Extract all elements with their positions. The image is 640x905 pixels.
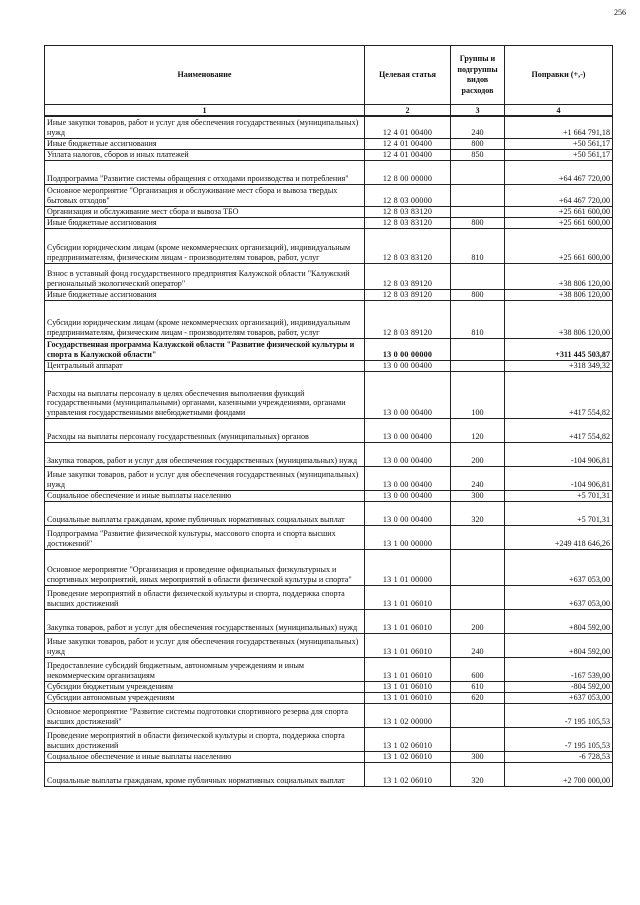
header-target-article: Целевая статья bbox=[365, 46, 451, 105]
column-index: 1 bbox=[45, 105, 365, 117]
row-target-article-cell: 13 1 02 06010 bbox=[365, 751, 451, 762]
column-index: 3 bbox=[451, 105, 505, 117]
budget-amendments-table bbox=[44, 45, 613, 787]
table-row bbox=[45, 371, 613, 418]
row-target-article-cell: 12 8 00 00000 bbox=[365, 160, 451, 184]
row-expense-type-cell: 240 bbox=[451, 466, 505, 490]
row-target-article-cell: 12 8 03 83120 bbox=[365, 217, 451, 228]
row-target-article-cell: 13 0 00 00400 bbox=[365, 418, 451, 442]
row-name-cell: Социальное обеспечение и иные выплаты населению bbox=[45, 490, 365, 501]
row-expense-type-cell bbox=[451, 525, 505, 549]
table-row bbox=[45, 184, 613, 206]
row-amendment-cell: +25 661 600,00 bbox=[505, 228, 613, 263]
row-name-cell: Иные закупки товаров, работ и услуг для обеспечения государственных (муниципальных) нужд bbox=[45, 633, 365, 657]
row-expense-type-cell: 800 bbox=[451, 289, 505, 300]
row-amendment-cell: +64 467 720,00 bbox=[505, 184, 613, 206]
row-amendment-cell: +50 561,17 bbox=[505, 138, 613, 149]
table-header-row bbox=[45, 46, 613, 105]
row-name-cell: Расходы на выплаты персоналу государственных (муниципальных) органов bbox=[45, 418, 365, 442]
row-amendment-cell: -7 195 105,53 bbox=[505, 703, 613, 727]
row-amendment-cell: +804 592,00 bbox=[505, 609, 613, 633]
table-row bbox=[45, 138, 613, 149]
table-row bbox=[45, 585, 613, 609]
row-amendment-cell: -104 906,81 bbox=[505, 466, 613, 490]
row-name-cell: Организация и обслуживание мест сбора и вывоза ТБО bbox=[45, 206, 365, 217]
row-name-cell: Подпрограмма "Развитие физической культуры, массового спорта и спорта высших достижений" bbox=[45, 525, 365, 549]
row-name-cell: Проведение мероприятий в области физической культуры и спорта, поддержка спорта высших достижений bbox=[45, 727, 365, 751]
row-expense-type-cell bbox=[451, 549, 505, 585]
row-amendment-cell: +38 806 120,00 bbox=[505, 289, 613, 300]
row-expense-type-cell: 300 bbox=[451, 490, 505, 501]
row-amendment-cell: +2 700 000,00 bbox=[505, 762, 613, 786]
row-target-article-cell: 13 1 00 00000 bbox=[365, 525, 451, 549]
row-expense-type-cell: 240 bbox=[451, 633, 505, 657]
row-expense-type-cell: 200 bbox=[451, 609, 505, 633]
header-expense-type-groups: Группы и подгруппы видов расходов bbox=[451, 46, 505, 105]
row-expense-type-cell bbox=[451, 206, 505, 217]
table-row bbox=[45, 149, 613, 160]
row-amendment-cell: +318 349,32 bbox=[505, 360, 613, 371]
table-row bbox=[45, 525, 613, 549]
row-amendment-cell: +637 053,00 bbox=[505, 585, 613, 609]
row-name-cell: Основное мероприятие "Организация и проведение официальных физкультурных и спортивных мероприятий, иных мероприятий в области физической культуры и спорта" bbox=[45, 549, 365, 585]
row-name-cell: Основное мероприятие "Развитие системы подготовки спортивного резерва для спорта высших достижений" bbox=[45, 703, 365, 727]
row-amendment-cell: +311 445 503,87 bbox=[505, 338, 613, 360]
row-amendment-cell: +64 467 720,00 bbox=[505, 160, 613, 184]
row-name-cell: Иные бюджетные ассигнования bbox=[45, 289, 365, 300]
table-row bbox=[45, 751, 613, 762]
row-amendment-cell: +637 053,00 bbox=[505, 692, 613, 703]
table-row bbox=[45, 681, 613, 692]
row-expense-type-cell bbox=[451, 263, 505, 289]
row-amendment-cell: +50 561,17 bbox=[505, 149, 613, 160]
row-amendment-cell: +25 661 600,00 bbox=[505, 206, 613, 217]
row-target-article-cell: 13 1 01 06010 bbox=[365, 657, 451, 681]
row-target-article-cell: 12 8 03 83120 bbox=[365, 228, 451, 263]
row-target-article-cell: 13 1 01 06010 bbox=[365, 692, 451, 703]
row-target-article-cell: 13 1 02 06010 bbox=[365, 762, 451, 786]
header-name: Наименование bbox=[45, 46, 365, 105]
row-expense-type-cell bbox=[451, 727, 505, 751]
row-expense-type-cell: 300 bbox=[451, 751, 505, 762]
table-row bbox=[45, 228, 613, 263]
table-row bbox=[45, 442, 613, 466]
row-name-cell: Основное мероприятие "Организация и обслуживание мест сбора и вывоза твердых бытовых отходов" bbox=[45, 184, 365, 206]
row-target-article-cell: 13 1 01 00000 bbox=[365, 549, 451, 585]
row-name-cell: Социальное обеспечение и иные выплаты населению bbox=[45, 751, 365, 762]
row-amendment-cell: -6 728,53 bbox=[505, 751, 613, 762]
row-target-article-cell: 13 1 01 06010 bbox=[365, 681, 451, 692]
row-expense-type-cell: 120 bbox=[451, 418, 505, 442]
row-expense-type-cell: 810 bbox=[451, 300, 505, 338]
row-expense-type-cell: 240 bbox=[451, 116, 505, 138]
row-target-article-cell: 13 0 00 00400 bbox=[365, 466, 451, 490]
row-name-cell: Иные закупки товаров, работ и услуг для обеспечения государственных (муниципальных) нужд bbox=[45, 116, 365, 138]
column-index: 4 bbox=[505, 105, 613, 117]
row-target-article-cell: 12 4 01 00400 bbox=[365, 138, 451, 149]
row-name-cell: Субсидии автономным учреждениям bbox=[45, 692, 365, 703]
row-expense-type-cell: 850 bbox=[451, 149, 505, 160]
row-name-cell: Центральный аппарат bbox=[45, 360, 365, 371]
row-name-cell: Социальные выплаты гражданам, кроме публичных нормативных социальных выплат bbox=[45, 762, 365, 786]
table-row bbox=[45, 633, 613, 657]
row-expense-type-cell: 620 bbox=[451, 692, 505, 703]
row-target-article-cell: 13 0 00 00400 bbox=[365, 360, 451, 371]
row-amendment-cell: +38 806 120,00 bbox=[505, 300, 613, 338]
row-name-cell: Взнос в уставный фонд государственного предприятия Калужской области "Калужский региональный экологический оператор" bbox=[45, 263, 365, 289]
table-row bbox=[45, 657, 613, 681]
row-amendment-cell: +637 053,00 bbox=[505, 549, 613, 585]
table-row bbox=[45, 217, 613, 228]
row-name-cell: Иные бюджетные ассигнования bbox=[45, 138, 365, 149]
table-row bbox=[45, 549, 613, 585]
row-name-cell: Расходы на выплаты персоналу в целях обеспечения выполнения функций государственными (муниципальными) органами, казенными учреждениями, органами управления государственными внебюджетными фондами bbox=[45, 371, 365, 418]
row-expense-type-cell: 320 bbox=[451, 762, 505, 786]
row-amendment-cell: +5 701,31 bbox=[505, 490, 613, 501]
row-target-article-cell: 13 0 00 00400 bbox=[365, 442, 451, 466]
column-index: 2 bbox=[365, 105, 451, 117]
row-amendment-cell: +417 554,82 bbox=[505, 418, 613, 442]
table-row bbox=[45, 289, 613, 300]
row-name-cell: Государственная программа Калужской области "Развитие физической культуры и спорта в Калужской области" bbox=[45, 338, 365, 360]
row-target-article-cell: 13 1 02 06010 bbox=[365, 727, 451, 751]
row-target-article-cell: 13 0 00 00400 bbox=[365, 501, 451, 525]
row-target-article-cell: 13 0 00 00000 bbox=[365, 338, 451, 360]
page-number: 256 bbox=[614, 8, 626, 17]
row-expense-type-cell: 800 bbox=[451, 138, 505, 149]
row-expense-type-cell: 800 bbox=[451, 217, 505, 228]
row-target-article-cell: 12 8 03 00000 bbox=[365, 184, 451, 206]
row-expense-type-cell bbox=[451, 703, 505, 727]
row-target-article-cell: 13 1 01 06010 bbox=[365, 633, 451, 657]
table-row bbox=[45, 263, 613, 289]
row-name-cell: Проведение мероприятий в области физической культуры и спорта, поддержка спорта высших достижений bbox=[45, 585, 365, 609]
row-amendment-cell: +804 592,00 bbox=[505, 633, 613, 657]
row-expense-type-cell bbox=[451, 585, 505, 609]
row-amendment-cell: +25 661 600,00 bbox=[505, 217, 613, 228]
table-row bbox=[45, 300, 613, 338]
row-expense-type-cell: 200 bbox=[451, 442, 505, 466]
row-amendment-cell: +5 701,31 bbox=[505, 501, 613, 525]
row-name-cell: Субсидии бюджетным учреждениям bbox=[45, 681, 365, 692]
row-name-cell: Подпрограмма "Развитие системы обращения с отходами производства и потребления" bbox=[45, 160, 365, 184]
table-row bbox=[45, 466, 613, 490]
table-row bbox=[45, 609, 613, 633]
row-amendment-cell: -167 539,00 bbox=[505, 657, 613, 681]
row-amendment-cell: -804 592,00 bbox=[505, 681, 613, 692]
table-row bbox=[45, 501, 613, 525]
table-row bbox=[45, 703, 613, 727]
row-expense-type-cell: 610 bbox=[451, 681, 505, 692]
row-expense-type-cell: 320 bbox=[451, 501, 505, 525]
row-expense-type-cell bbox=[451, 338, 505, 360]
header-amendments: Поправки (+,-) bbox=[505, 46, 613, 105]
row-amendment-cell: +38 806 120,00 bbox=[505, 263, 613, 289]
row-target-article-cell: 13 1 01 06010 bbox=[365, 609, 451, 633]
table-row bbox=[45, 727, 613, 751]
row-expense-type-cell bbox=[451, 360, 505, 371]
row-expense-type-cell bbox=[451, 184, 505, 206]
row-name-cell: Субсидии юридическим лицам (кроме некоммерческих организаций), индивидуальным предпринимателям, физическим лицам - производителям товаров, работ, услуг bbox=[45, 300, 365, 338]
row-target-article-cell: 13 1 01 06010 bbox=[365, 585, 451, 609]
row-target-article-cell: 12 4 01 00400 bbox=[365, 116, 451, 138]
row-expense-type-cell: 100 bbox=[451, 371, 505, 418]
row-expense-type-cell: 810 bbox=[451, 228, 505, 263]
row-name-cell: Иные бюджетные ассигнования bbox=[45, 217, 365, 228]
table-row bbox=[45, 692, 613, 703]
row-target-article-cell: 12 8 03 89120 bbox=[365, 289, 451, 300]
table-row bbox=[45, 762, 613, 786]
table-body bbox=[45, 116, 613, 786]
row-name-cell: Субсидии юридическим лицам (кроме некоммерческих организаций), индивидуальным предпринимателям, физическим лицам - производителям товаров, работ, услуг bbox=[45, 228, 365, 263]
row-target-article-cell: 13 1 02 00000 bbox=[365, 703, 451, 727]
row-amendment-cell: +417 554,82 bbox=[505, 371, 613, 418]
row-target-article-cell: 12 8 03 89120 bbox=[365, 300, 451, 338]
row-name-cell: Иные закупки товаров, работ и услуг для обеспечения государственных (муниципальных) нужд bbox=[45, 466, 365, 490]
table-row bbox=[45, 338, 613, 360]
row-name-cell: Предоставление субсидий бюджетным, автономным учреждениям и иным некоммерческим организациям bbox=[45, 657, 365, 681]
table-row bbox=[45, 206, 613, 217]
row-expense-type-cell bbox=[451, 160, 505, 184]
row-target-article-cell: 12 8 03 83120 bbox=[365, 206, 451, 217]
table-row bbox=[45, 360, 613, 371]
row-target-article-cell: 13 0 00 00400 bbox=[365, 371, 451, 418]
table-row bbox=[45, 160, 613, 184]
row-target-article-cell: 13 0 00 00400 bbox=[365, 490, 451, 501]
row-expense-type-cell: 600 bbox=[451, 657, 505, 681]
row-name-cell: Уплата налогов, сборов и иных платежей bbox=[45, 149, 365, 160]
row-target-article-cell: 12 4 01 00400 bbox=[365, 149, 451, 160]
row-amendment-cell: +1 664 791,18 bbox=[505, 116, 613, 138]
row-name-cell: Закупка товаров, работ и услуг для обеспечения государственных (муниципальных) нужд bbox=[45, 442, 365, 466]
table-row bbox=[45, 490, 613, 501]
table-row bbox=[45, 116, 613, 138]
row-amendment-cell: -104 906,81 bbox=[505, 442, 613, 466]
row-amendment-cell: -7 195 105,53 bbox=[505, 727, 613, 751]
row-name-cell: Социальные выплаты гражданам, кроме публичных нормативных социальных выплат bbox=[45, 501, 365, 525]
row-amendment-cell: +249 418 646,26 bbox=[505, 525, 613, 549]
row-target-article-cell: 12 8 03 89120 bbox=[365, 263, 451, 289]
column-index-row bbox=[45, 105, 613, 117]
table-row bbox=[45, 418, 613, 442]
row-name-cell: Закупка товаров, работ и услуг для обеспечения государственных (муниципальных) нужд bbox=[45, 609, 365, 633]
